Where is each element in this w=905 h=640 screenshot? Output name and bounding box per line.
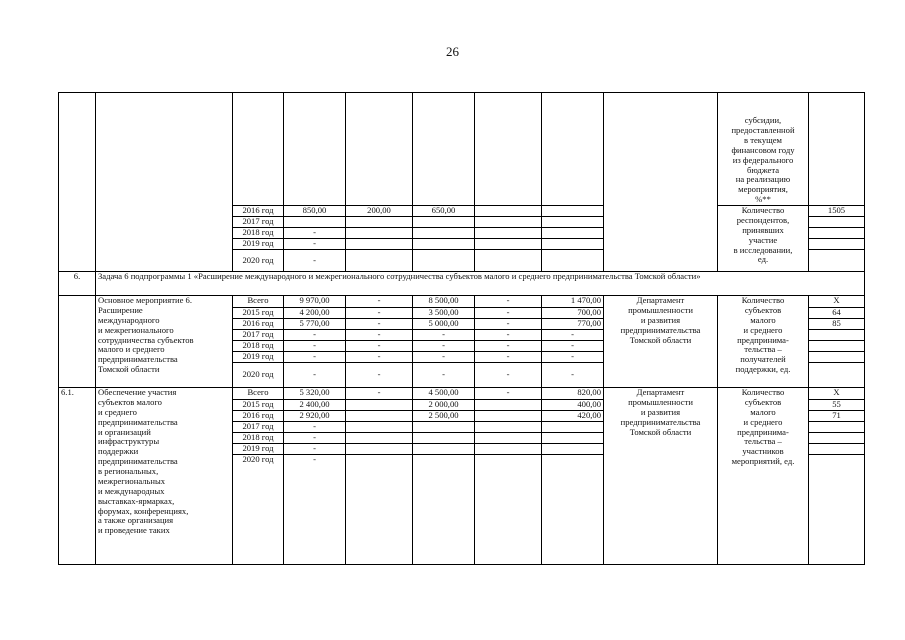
total-cell: -: [284, 422, 346, 433]
year-cell: 2015 год: [233, 308, 284, 319]
local-cell: -: [475, 319, 542, 330]
local-cell: -: [475, 296, 542, 308]
federal-cell: -: [346, 341, 413, 352]
local-cell: [475, 444, 542, 455]
total-cell: 850,00: [284, 206, 346, 217]
main-event-6-name: Основное мероприятие 6. Расширение международного и межрегионального сотрудничества субъектов малого и среднего предпринимательства Томской области: [96, 296, 233, 388]
regional-cell: 3 500,00: [413, 308, 475, 319]
local-cell: -: [475, 363, 542, 388]
federal-cell: 200,00: [346, 206, 413, 217]
local-cell: [475, 228, 542, 239]
regional-cell: -: [413, 363, 475, 388]
local-cell: [475, 433, 542, 444]
federal-cell: [346, 444, 413, 455]
indicator-subsidy-share: субсидии, предоставленной в текущем финансовом году из федерального бюджета на реализацию мероприятия, %**: [718, 93, 809, 206]
regional-cell: 5 000,00: [413, 319, 475, 330]
main6-indicator: Количество субъектов малого и среднего предпринима- тельства – получателей поддержки, ед.: [718, 296, 809, 388]
cont-name-cell: [96, 93, 233, 272]
federal-cell: [346, 250, 413, 272]
total-cell: -: [284, 239, 346, 250]
extra-cell: -: [542, 341, 604, 352]
year-cell: 2016 год: [233, 319, 284, 330]
local-cell: [475, 411, 542, 422]
local-cell: -: [475, 308, 542, 319]
extra-cell: -: [542, 363, 604, 388]
federal-cell: -: [346, 363, 413, 388]
total-cell: 5 320,00: [284, 388, 346, 400]
regional-cell: -: [413, 341, 475, 352]
extra-cell: [542, 239, 604, 250]
item-6-1-name: Обеспечение участия субъектов малого и среднего предпринимательства и организаций инфраструктуры поддержки предпринимательства в региональных, межрегиональных и международных выставках-ярмарках, форумах, конференциях, а также организация и проведение таких: [96, 388, 233, 565]
total-cell: 2 920,00: [284, 411, 346, 422]
regional-cell: [413, 250, 475, 272]
indicator-value: [809, 363, 865, 388]
regional-cell: 2 000,00: [413, 400, 475, 411]
year-cell: 2019 год: [233, 352, 284, 363]
local-cell: [475, 422, 542, 433]
local-cell: -: [475, 352, 542, 363]
local-cell: [475, 239, 542, 250]
year-cell: 2020 год: [233, 250, 284, 272]
extra-cell: 400,00: [542, 400, 604, 411]
year-cell: 2018 год: [233, 433, 284, 444]
total-cell: [284, 217, 346, 228]
total-cell: -: [284, 444, 346, 455]
year-cell: 2016 год: [233, 411, 284, 422]
item-number: 6.1.: [59, 388, 96, 565]
extra-cell: 420,00: [542, 411, 604, 422]
indicator-value: [809, 217, 865, 228]
regional-cell: [413, 433, 475, 444]
indicator-value: [809, 341, 865, 352]
year-cell: Всего: [233, 296, 284, 308]
federal-cell: -: [346, 388, 413, 400]
total-cell: 5 770,00: [284, 319, 346, 330]
regional-cell: [413, 239, 475, 250]
indicator-value: 55: [809, 400, 865, 411]
total-cell: 4 200,00: [284, 308, 346, 319]
federal-cell: -: [346, 319, 413, 330]
main6-executor: Департамент промышленности и развития предпринимательства Томской области: [604, 296, 718, 388]
year-cell: 2015 год: [233, 400, 284, 411]
extra-cell: [542, 422, 604, 433]
local-cell: [475, 250, 542, 272]
total-cell: -: [284, 341, 346, 352]
extra-cell: [542, 455, 604, 565]
year-cell: 2017 год: [233, 217, 284, 228]
year-cell: 2016 год: [233, 206, 284, 217]
federal-cell: -: [346, 330, 413, 341]
total-cell: -: [284, 363, 346, 388]
year-cell: 2018 год: [233, 228, 284, 239]
year-cell: 2020 год: [233, 455, 284, 565]
federal-cell: [346, 433, 413, 444]
indicator-value: [809, 455, 865, 565]
cont-num-cell: [59, 93, 96, 272]
indicator-value: 85: [809, 319, 865, 330]
year-cell: Всего: [233, 388, 284, 400]
regional-cell: [413, 444, 475, 455]
extra-cell: -: [542, 330, 604, 341]
regional-cell: [413, 217, 475, 228]
year-cell: 2018 год: [233, 341, 284, 352]
regional-cell: -: [413, 330, 475, 341]
federal-cell: [346, 239, 413, 250]
extra-cell: [542, 444, 604, 455]
local-cell: -: [475, 388, 542, 400]
indicator-value: [809, 228, 865, 239]
extra-cell: 820,00: [542, 388, 604, 400]
indicator-value: [809, 330, 865, 341]
page-number: 26: [446, 44, 459, 59]
total-cell: -: [284, 352, 346, 363]
total-cell: -: [284, 228, 346, 239]
year-cell: 2017 год: [233, 330, 284, 341]
regional-cell: 650,00: [413, 206, 475, 217]
task-number: 6.: [59, 272, 96, 296]
indicator-value: X: [809, 388, 865, 400]
regional-cell: -: [413, 352, 475, 363]
extra-cell: [542, 206, 604, 217]
total-cell: -: [284, 455, 346, 565]
indicator-value: X: [809, 296, 865, 308]
local-cell: -: [475, 330, 542, 341]
regional-cell: 4 500,00: [413, 388, 475, 400]
local-cell: [475, 206, 542, 217]
year-cell: 2019 год: [233, 239, 284, 250]
item61-executor: Департамент промышленности и развития предпринимательства Томской области: [604, 388, 718, 565]
total-cell: -: [284, 250, 346, 272]
federal-cell: [346, 217, 413, 228]
item61-indicator: Количество субъектов малого и среднего предпринима- тельства – участников мероприятий, ед.: [718, 388, 809, 565]
total-cell: -: [284, 330, 346, 341]
extra-cell: [542, 433, 604, 444]
indicator-respondents: Количество респондентов, принявших участие в исследовании, ед.: [718, 206, 809, 272]
total-cell: -: [284, 433, 346, 444]
extra-cell: 770,00: [542, 319, 604, 330]
indicator-value: [809, 433, 865, 444]
task-title: Задача 6 подпрограммы 1 «Расширение международного и межрегионального сотрудничества субъектов малого и среднего предпринимательства Томской области»: [96, 272, 865, 296]
federal-cell: -: [346, 296, 413, 308]
local-cell: [475, 400, 542, 411]
indicator-value: [809, 444, 865, 455]
indicator-value: [809, 239, 865, 250]
indicator-value: 64: [809, 308, 865, 319]
program-table: [58, 92, 865, 565]
federal-cell: [346, 411, 413, 422]
year-cell: 2020 год: [233, 363, 284, 388]
indicator-value: 1505: [809, 206, 865, 217]
local-cell: [475, 217, 542, 228]
federal-cell: [346, 228, 413, 239]
local-cell: -: [475, 341, 542, 352]
extra-cell: [542, 250, 604, 272]
total-cell: 2 400,00: [284, 400, 346, 411]
federal-cell: -: [346, 308, 413, 319]
regional-cell: 2 500,00: [413, 411, 475, 422]
federal-cell: -: [346, 352, 413, 363]
federal-cell: [346, 400, 413, 411]
indicator-value: [809, 422, 865, 433]
federal-cell: [346, 455, 413, 565]
regional-cell: [413, 228, 475, 239]
year-cell: 2017 год: [233, 422, 284, 433]
extra-cell: 700,00: [542, 308, 604, 319]
extra-cell: [542, 228, 604, 239]
extra-cell: 1 470,00: [542, 296, 604, 308]
regional-cell: [413, 422, 475, 433]
federal-cell: [346, 422, 413, 433]
extra-cell: [542, 217, 604, 228]
cont-executor-cell: [604, 93, 718, 272]
regional-cell: 8 500,00: [413, 296, 475, 308]
indicator-value: [809, 352, 865, 363]
main6-num-cell: [59, 296, 96, 388]
total-cell: 9 970,00: [284, 296, 346, 308]
indicator-value: 71: [809, 411, 865, 422]
extra-cell: -: [542, 352, 604, 363]
regional-cell: [413, 455, 475, 565]
indicator-value: [809, 250, 865, 272]
year-cell: 2019 год: [233, 444, 284, 455]
local-cell: [475, 455, 542, 565]
